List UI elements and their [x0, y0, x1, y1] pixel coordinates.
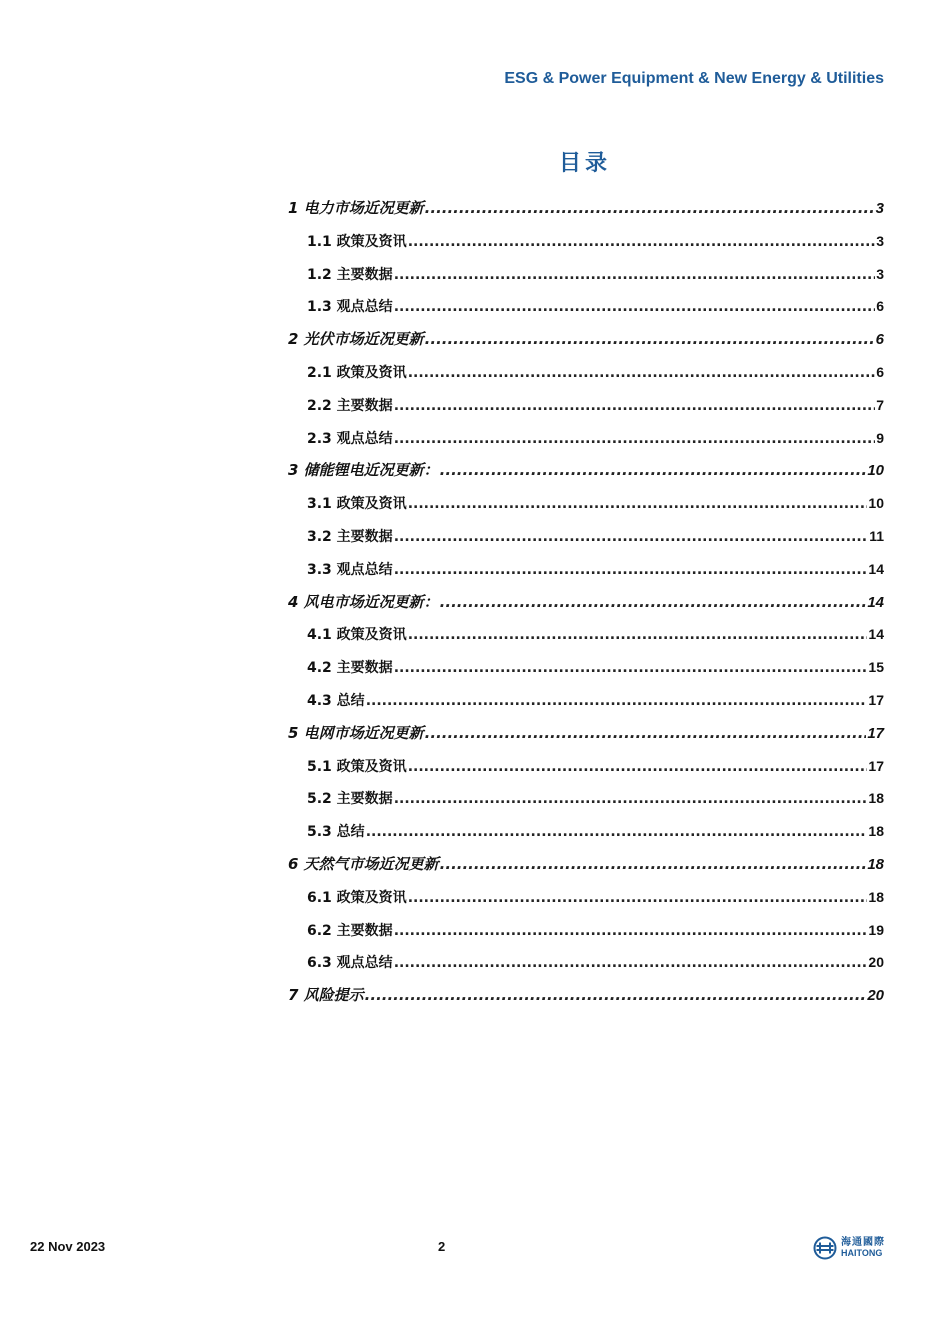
- toc-entry-subsection[interactable]: 6.1 政策及资讯 ..... 18: [288, 883, 884, 916]
- toc-entry-subsection[interactable]: 6.3 观点总结 ..... 20: [288, 948, 884, 981]
- toc-entry-subsection[interactable]: 5.2 主要数据 ..... 18: [288, 784, 884, 817]
- toc-entry-subsection[interactable]: 3.3 观点总结 ..... 14: [288, 555, 884, 588]
- toc-entry-subsection[interactable]: 5.1 政策及资讯 ..... 17: [288, 752, 884, 785]
- toc-entry-section[interactable]: 6 天然气市场近况更新 ..... 18: [288, 850, 884, 883]
- toc-title: 目录: [558, 151, 611, 176]
- report-header-title: ESG & Power Equipment & New Energy & Utilities: [504, 70, 884, 87]
- footer-date: 22 Nov 2023: [30, 1239, 106, 1254]
- toc-entry-subsection[interactable]: 4.2 主要数据 ..... 15: [288, 653, 884, 686]
- table-of-contents: [288, 194, 884, 1014]
- toc-entry-subsection[interactable]: 6.2 主要数据 ..... 19: [288, 916, 884, 949]
- toc-entry-subsection[interactable]: 3.2 主要数据 ..... 11: [288, 522, 884, 555]
- logo-english-name: HAITONG: [841, 1248, 883, 1258]
- toc-entry-subsection[interactable]: 5.3 总结 ..... 18: [288, 817, 884, 850]
- logo-chinese-name: 海通國際: [841, 1237, 885, 1248]
- toc-entry-section[interactable]: 2 光伏市场近况更新 ..... 6: [288, 325, 884, 358]
- toc-entry-subsection[interactable]: 1.1 政策及资讯 ..... 3: [288, 227, 884, 260]
- toc-entry-section[interactable]: 3 储能锂电近况更新： ..... 10: [288, 456, 884, 489]
- toc-entry-section[interactable]: 4 风电市场近况更新： ..... 14: [288, 588, 884, 621]
- haitong-logo: [813, 1236, 885, 1260]
- toc-entry-subsection[interactable]: 4.1 政策及资讯 ..... 14: [288, 620, 884, 653]
- toc-entry-subsection[interactable]: 1.2 主要数据 ..... 3: [288, 260, 884, 293]
- toc-entry-subsection[interactable]: 2.2 主要数据 ..... 7: [288, 391, 884, 424]
- toc-entry-section[interactable]: 7 风险提示 ..... 20: [288, 981, 884, 1014]
- toc-entry-section[interactable]: 1 电力市场近况更新 ..... 3: [288, 194, 884, 227]
- toc-entry-subsection[interactable]: 2.1 政策及资讯 ..... 6: [288, 358, 884, 391]
- toc-entry-subsection[interactable]: 1.3 观点总结 ..... 6: [288, 292, 884, 325]
- toc-entry-section[interactable]: 5 电网市场近况更新 ..... 17: [288, 719, 884, 752]
- toc-entry-subsection[interactable]: 2.3 观点总结 ..... 9: [288, 424, 884, 457]
- toc-entry-subsection[interactable]: 3.1 政策及资讯 ..... 10: [288, 489, 884, 522]
- page-number: 2: [438, 1239, 446, 1254]
- toc-entry-subsection[interactable]: 4.3 总结 ..... 17: [288, 686, 884, 719]
- haitong-globe-icon: [813, 1236, 837, 1260]
